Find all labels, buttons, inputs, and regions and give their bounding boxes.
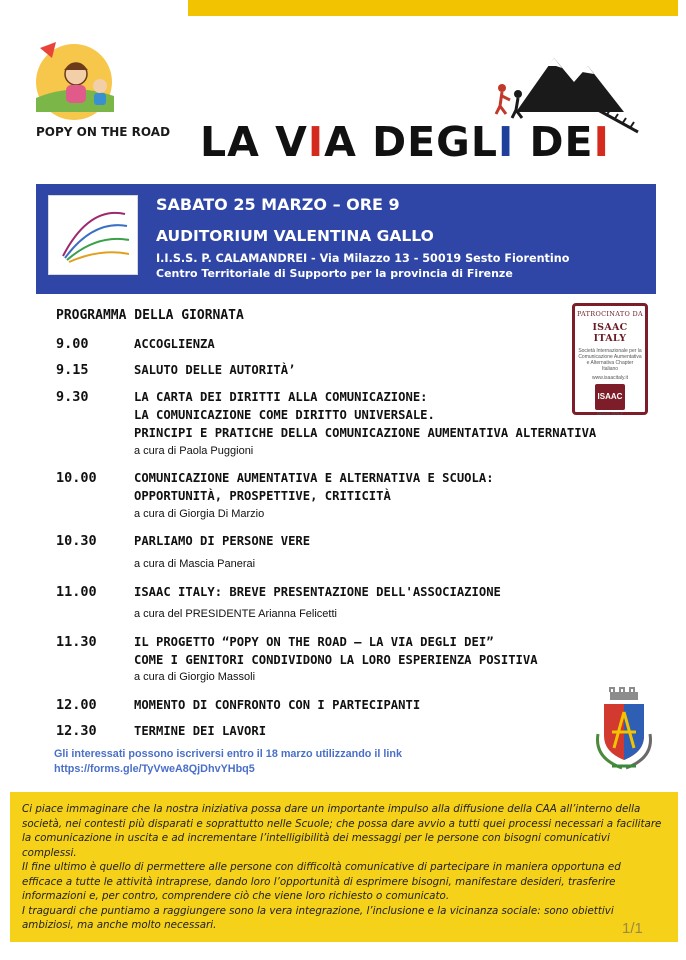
page-indicator: 1/1 [622, 920, 643, 937]
registration-link[interactable]: https://forms.gle/TyVweA8QjDhvYHbq5 [54, 763, 255, 775]
program-curator: a cura di Giorgia Di Marzio [134, 508, 265, 520]
logo-arc [67, 239, 129, 260]
program-time: 11.30 [56, 634, 97, 650]
program-item-title: LA CARTA DEI DIRITTI ALLA COMUNICAZIONE: [134, 390, 428, 404]
program-time: 12.30 [56, 723, 97, 739]
registration-text: Gli interessati possono iscriversi entro il 18 marzo utilizzando il link [54, 748, 402, 760]
logo-arc [69, 252, 129, 262]
cts-logo [48, 195, 138, 275]
badge-mark: ISAAC [595, 384, 625, 410]
description-paragraph: I traguardi che puntiamo a raggiungere sono la vera integrazione, l’inclusione e la vicinanza sociale: sono obiettivi ambiziosi, ma anche molto necessari. [22, 904, 614, 931]
program-curator: a cura di Mascia Panerai [134, 558, 256, 570]
badge-subtitle: Società Internazionale per la Comunicazione Aumentativa e Alternativa Chapter Italiano [578, 348, 642, 372]
program-item-title: MOMENTO DI CONFRONTO CON I PARTECIPANTI [134, 698, 421, 712]
title-part: LA V [200, 118, 308, 166]
description-paragraph: Il fine ultimo è quello di permettere alle persone con difficoltà comunicative di partecipare in maniera opportuna ed efficace a tutte le attività intraprese, dando loro l’opportunità di esprimere bisogni, manifestare desideri, trasferire informazioni e, per contro, comprendere ciò che viene loro richiesto o comunicato. [22, 861, 621, 902]
program-item-title: LA COMUNICAZIONE COME DIRITTO UNIVERSALE. [134, 408, 435, 422]
logo-friend-body [94, 93, 106, 105]
program-time: 11.00 [56, 584, 97, 600]
badge-footer: ISAAC ITALY [596, 411, 624, 416]
top-accent-bar [188, 0, 678, 16]
program-curator: a cura di Giorgio Massoli [134, 671, 256, 683]
program-time: 9.30 [56, 389, 89, 405]
event-center: Centro Territoriale di Supporto per la provincia di Firenze [156, 267, 513, 280]
description-paragraph: Ci piace immaginare che la nostra iniziativa possa dare un importante impulso alla diffusione della CAA all’interno della società, nei contesti più disparati e soprattutto nelle Scuole; che possa dare avvio a tutti quei processi necessari a facilitare la comunicazione in uscita e ad incrementare l’intelligibilità dei messaggi per le persone con bisogni comunicativi complessi. [22, 803, 662, 859]
mountain-shape [516, 58, 624, 112]
program-time: 12.00 [56, 697, 97, 713]
title-part: DE [514, 118, 594, 166]
event-venue: AUDITORIUM VALENTINA GALLO [156, 227, 434, 245]
program-time: 9.00 [56, 336, 89, 352]
title-part-red: I [307, 118, 325, 166]
event-date-time: SABATO 25 MARZO – ORE 9 [156, 195, 400, 214]
popy-logo-text: POPY ON THE ROAD [36, 125, 171, 139]
cts-logo-graphic [49, 196, 137, 274]
registration-note [54, 747, 402, 777]
program-item-title: OPPORTUNITÀ, PROSPETTIVE, CRITICITÀ [134, 489, 391, 503]
poster-title [200, 118, 610, 166]
program-item-title: SALUTO DELLE AUTORITÀ’ [134, 363, 296, 377]
logo-child-body [66, 85, 86, 103]
program-item-title: COME I GENITORI CONDIVIDONO LA LORO ESPERIENZA POSITIVA [134, 653, 538, 667]
isaac-italy-badge [572, 303, 648, 415]
badge-name: ISAAC ITALY [592, 322, 628, 344]
description-text [22, 802, 662, 933]
program-item-title: TERMINE DEI LAVORI [134, 724, 267, 738]
event-school-address: I.I.S.S. P. CALAMANDREI - Via Milazzo 13 - 50019 Sesto Fiorentino [156, 252, 570, 265]
crown-towers [610, 688, 634, 692]
hiker-head [498, 84, 506, 92]
badge-patronage: PATROCINATO DA [576, 310, 644, 318]
program-time: 10.30 [56, 533, 97, 549]
hiker2-head [514, 90, 522, 98]
program-item-title: ACCOGLIENZA [134, 337, 215, 351]
program-item-title: ISAAC ITALY: BREVE PRESENTAZIONE DELL'ASSOCIAZIONE [134, 585, 501, 599]
program-item-title: IL PROGETTO “POPY ON THE ROAD – LA VIA DEGLI DEI” [134, 635, 494, 649]
badge-url: www.isaacitaly.it [591, 375, 629, 381]
trail-steps [606, 110, 634, 128]
title-part-blue: I [497, 118, 515, 166]
program-time: 9.15 [56, 362, 89, 378]
program-item-title: PARLIAMO DI PERSONE VERE [134, 534, 311, 548]
program-time: 10.00 [56, 470, 97, 486]
program-curator: a cura di Paola Puggioni [134, 445, 254, 457]
program-curator: a cura del PRESIDENTE Arianna Felicetti [134, 608, 337, 620]
coat-of-arms-icon [584, 684, 664, 774]
hiker-body [496, 92, 510, 114]
crown [610, 692, 638, 700]
logo-friend-face [93, 79, 107, 93]
program-item-title: COMUNICAZIONE AUMENTATIVA E ALTERNATIVA E SCUOLA: [134, 471, 494, 485]
title-part-red: I [593, 118, 610, 166]
program-heading: PROGRAMMA DELLA GIORNATA [56, 308, 244, 323]
program-item-title: PRINCIPI E PRATICHE DELLA COMUNICAZIONE AUMENTATIVA ALTERNATIVA [134, 426, 597, 440]
title-part: A DEGL [324, 118, 498, 166]
